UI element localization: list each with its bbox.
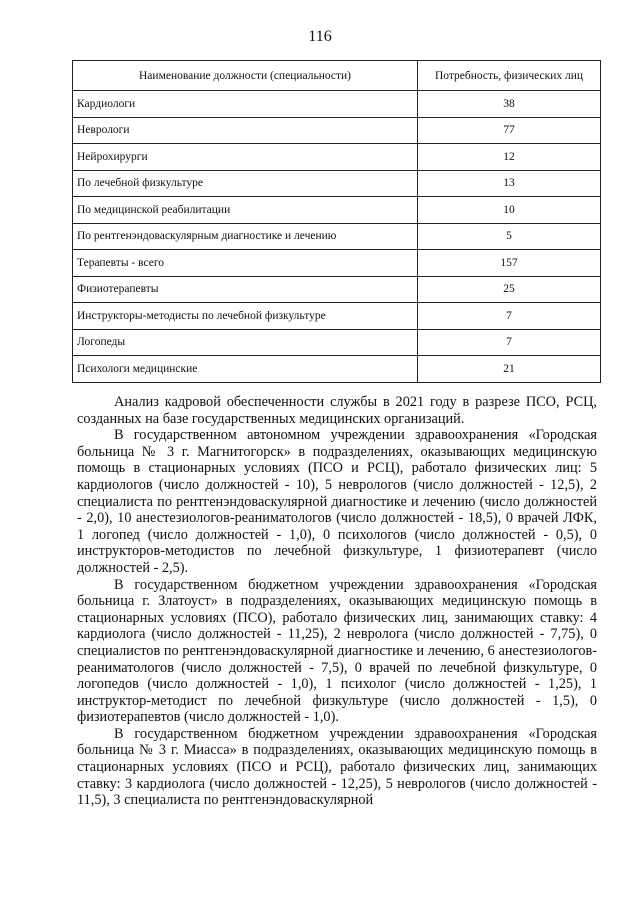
need-value: 38 — [418, 91, 601, 118]
body-text — [77, 394, 597, 809]
position-name: Логопеды — [73, 329, 418, 356]
paragraph-magnitogorsk: В государственном автономном учреждении здравоохранения «Городская больница № 3 г. Магнитогорск» в подразделениях, оказывающих медицинскую помощь в стационарных условиях (ПСО и РСЦ), работало физических лиц: 5 кардиологов (число должностей - 10), 5 неврологов (число должностей - 12,5), 2 специалиста по рентгенэндоваскулярной диагностике и лечению (число должностей - 2,0), 10 анестезиологов-реаниматологов (число должностей - 18,5), 0 врачей ЛФК, 1 логопед (число должностей - 1,0), 0 психологов (число должностей - 0,5), 0 инструкторов-методистов по лечебной физкультуре, 1 физиотерапевт (число должностей - 2,5). — [77, 427, 597, 576]
column-header-position: Наименование должности (специальности) — [73, 61, 418, 91]
table-row — [73, 250, 601, 277]
position-name: По лечебной физкультуре — [73, 170, 418, 197]
position-name: Инструкторы-методисты по лечебной физкультуре — [73, 303, 418, 330]
table-row — [73, 91, 601, 118]
table-row — [73, 303, 601, 330]
need-value: 5 — [418, 223, 601, 250]
need-value: 7 — [418, 303, 601, 330]
table-row — [73, 117, 601, 144]
need-value: 12 — [418, 144, 601, 171]
position-name: Нейрохирурги — [73, 144, 418, 171]
paragraph-analysis-intro: Анализ кадровой обеспеченности службы в 2021 году в разрезе ПСО, РСЦ, созданных на базе государственных медицинских организаций. — [77, 394, 597, 427]
table-row — [73, 144, 601, 171]
page-number: 116 — [308, 28, 332, 45]
position-name: По медицинской реабилитации — [73, 197, 418, 224]
position-name: Неврологи — [73, 117, 418, 144]
paragraph-miass: В государственном бюджетном учреждении здравоохранения «Городская больница № 3 г. Миасса» в подразделениях, оказывающих медицинскую помощь в стационарных условиях (ПСО и РСЦ), работало физических лиц, занимающих ставку: 3 кардиолога (число должностей - 12,25), 5 неврологов (число должностей - 11,5), 3 специалиста по рентгенэндоваскулярной — [77, 725, 597, 809]
table-row — [73, 197, 601, 224]
position-name: Терапевты - всего — [73, 250, 418, 277]
paragraph-zlatoust: В государственном бюджетном учреждении здравоохранения «Городская больница г. Златоуст» в подразделениях, оказывающих медицинскую помощь в стационарных условиях (ПСО), работало физических лиц, занимающих ставку: 4 кардиолога (число должностей - 11,25), 2 невролога (число должностей - 7,75), 0 специалистов по рентгенэндоваскулярной диагностике и лечению, 6 анестезиологов-реаниматологов (число должностей - 7,5), 0 врачей по лечебной физкультуре, 0 логопедов (число должностей - 1,0), 1 психолог (число должностей - 1,25), 1 инструктор-методист по лечебной физкультуре (число должностей - 1,5), 0 физиотерапевтов (число должностей - 1,0). — [77, 576, 597, 726]
table-header-row — [73, 61, 601, 91]
table-row — [73, 276, 601, 303]
staffing-needs-table — [72, 60, 601, 383]
column-header-need: Потребность, физических лиц — [418, 61, 601, 91]
need-value: 21 — [418, 356, 601, 383]
position-name: Кардиологи — [73, 91, 418, 118]
need-value: 10 — [418, 197, 601, 224]
need-value: 25 — [418, 276, 601, 303]
position-name: По рентгенэндоваскулярным диагностике и лечению — [73, 223, 418, 250]
position-name: Психологи медицинские — [73, 356, 418, 383]
table-row — [73, 329, 601, 356]
need-value: 157 — [418, 250, 601, 277]
table-row — [73, 223, 601, 250]
need-value: 77 — [418, 117, 601, 144]
table-row — [73, 356, 601, 383]
position-name: Физиотерапевты — [73, 276, 418, 303]
need-value: 7 — [418, 329, 601, 356]
need-value: 13 — [418, 170, 601, 197]
table-row — [73, 170, 601, 197]
